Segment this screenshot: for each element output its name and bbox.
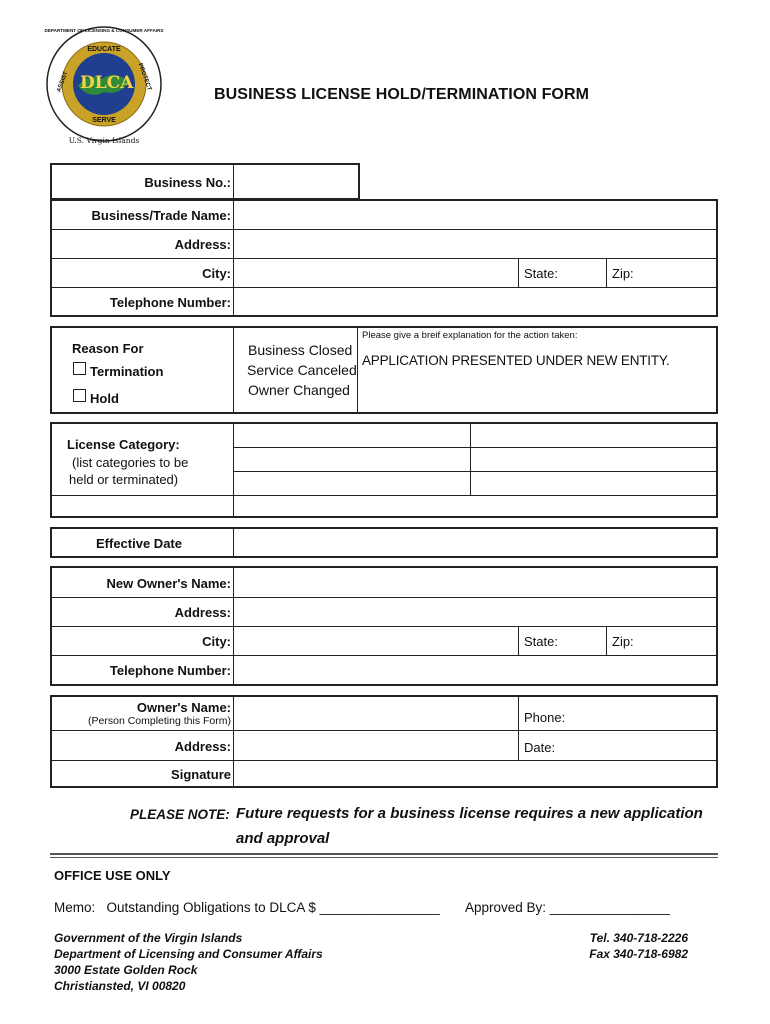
business-address-label: Address:: [174, 237, 231, 252]
effective-date-label: Effective Date: [96, 536, 182, 551]
new-owner-city-label: City:: [202, 634, 231, 649]
footer-street: 3000 Estate Golden Rock: [54, 963, 198, 977]
new-owner-name-field[interactable]: [236, 569, 714, 596]
logo-ring-text: DEPARTMENT OF LICENSING & CONSUMER AFFAIRS: [44, 28, 164, 33]
logo-protect-text: PROTECT: [136, 62, 153, 92]
owner-name-field[interactable]: [236, 698, 516, 729]
new-owner-city-field[interactable]: [236, 628, 516, 654]
memo-line: Memo: Outstanding Obligations to DLCA $ ________________: [54, 900, 440, 915]
footer-fax: Fax 340-718-6982: [589, 947, 688, 961]
effective-date-field[interactable]: [236, 530, 714, 556]
reason-title: Reason For: [72, 341, 144, 356]
new-owner-name-label: New Owner's Name:: [106, 576, 231, 591]
hold-label: Hold: [90, 391, 119, 406]
business-address-field[interactable]: [236, 231, 714, 257]
business-zip-label: Zip:: [612, 266, 634, 281]
footer-government: Government of the Virgin Islands: [54, 931, 243, 945]
office-use-title: OFFICE USE ONLY: [54, 868, 171, 883]
license-category-hint-2: held or terminated): [69, 472, 179, 487]
new-owner-address-field[interactable]: [236, 599, 714, 625]
owner-name-label: Owner's Name:: [136, 700, 231, 715]
new-owner-address-label: Address:: [174, 605, 231, 620]
approved-by-line: Approved By: ________________: [465, 900, 670, 915]
business-no-field[interactable]: [236, 166, 356, 198]
footer-telephone: Tel. 340-718-2226: [589, 931, 688, 945]
new-owner-telephone-field[interactable]: [236, 657, 714, 683]
license-category-field-4[interactable]: [472, 449, 714, 470]
license-category-label: License Category:: [67, 437, 180, 452]
license-category-field-6[interactable]: [472, 473, 714, 494]
explanation-prompt: Please give a breif explanation for the action taken:: [362, 330, 578, 341]
hold-checkbox[interactable]: [73, 389, 86, 402]
license-category-field-2[interactable]: [472, 425, 714, 446]
footer-city: Christiansted, VI 00820: [54, 979, 186, 993]
license-category-hint-1: (list categories to be: [72, 455, 189, 470]
option-owner-changed[interactable]: Owner Changed: [248, 382, 350, 398]
footer-department: Department of Licensing and Consumer Affairs: [54, 947, 323, 961]
logo-serve-text: SERVE: [92, 117, 116, 124]
signature-label: Signature: [171, 767, 231, 782]
notice-line-1: Future requests for a business license requires a new application: [236, 805, 703, 822]
license-category-field-5[interactable]: [236, 473, 468, 494]
dlca-seal-logo: [44, 24, 164, 154]
business-no-label: Business No.:: [144, 175, 231, 190]
logo-caption: U.S. Virgin Islands: [68, 136, 140, 145]
logo-educate-text: EDUCATE: [87, 46, 121, 53]
logo-assist-text: ASSIST: [56, 70, 70, 94]
new-owner-state-label: State:: [524, 634, 558, 649]
option-service-canceled[interactable]: Service Canceled: [247, 362, 357, 378]
trade-name-field[interactable]: [236, 202, 714, 228]
business-telephone-label: Telephone Number:: [109, 295, 231, 310]
owner-name-hint: (Person Completing this Form): [88, 715, 231, 727]
license-category-field-1[interactable]: [236, 425, 468, 446]
office-divider: [50, 853, 718, 855]
trade-name-label: Business/Trade Name:: [91, 208, 231, 223]
termination-checkbox[interactable]: [73, 362, 86, 375]
notice-prefix: PLEASE NOTE:: [130, 807, 230, 822]
new-owner-zip-label: Zip:: [612, 634, 634, 649]
explanation-field[interactable]: APPLICATION PRESENTED UNDER NEW ENTITY.: [362, 353, 670, 368]
owner-address-label: Address:: [174, 739, 231, 754]
termination-label: Termination: [90, 364, 164, 379]
owner-phone-label: Phone:: [524, 710, 566, 725]
page-title: BUSINESS LICENSE HOLD/TERMINATION FORM: [214, 86, 590, 103]
option-business-closed[interactable]: Business Closed: [248, 342, 353, 358]
signature-field[interactable]: [236, 762, 714, 786]
license-category-field-3[interactable]: [236, 449, 468, 470]
owner-date-label: Date:: [524, 740, 556, 755]
business-city-field[interactable]: [236, 260, 516, 286]
business-telephone-field[interactable]: [236, 289, 714, 315]
business-city-label: City:: [202, 266, 231, 281]
notice-line-2: and approval: [236, 830, 330, 847]
logo-center-text: DLCA: [80, 73, 134, 93]
owner-address-field[interactable]: [236, 732, 516, 759]
business-state-label: State:: [524, 266, 558, 281]
new-owner-telephone-label: Telephone Number:: [109, 663, 231, 678]
